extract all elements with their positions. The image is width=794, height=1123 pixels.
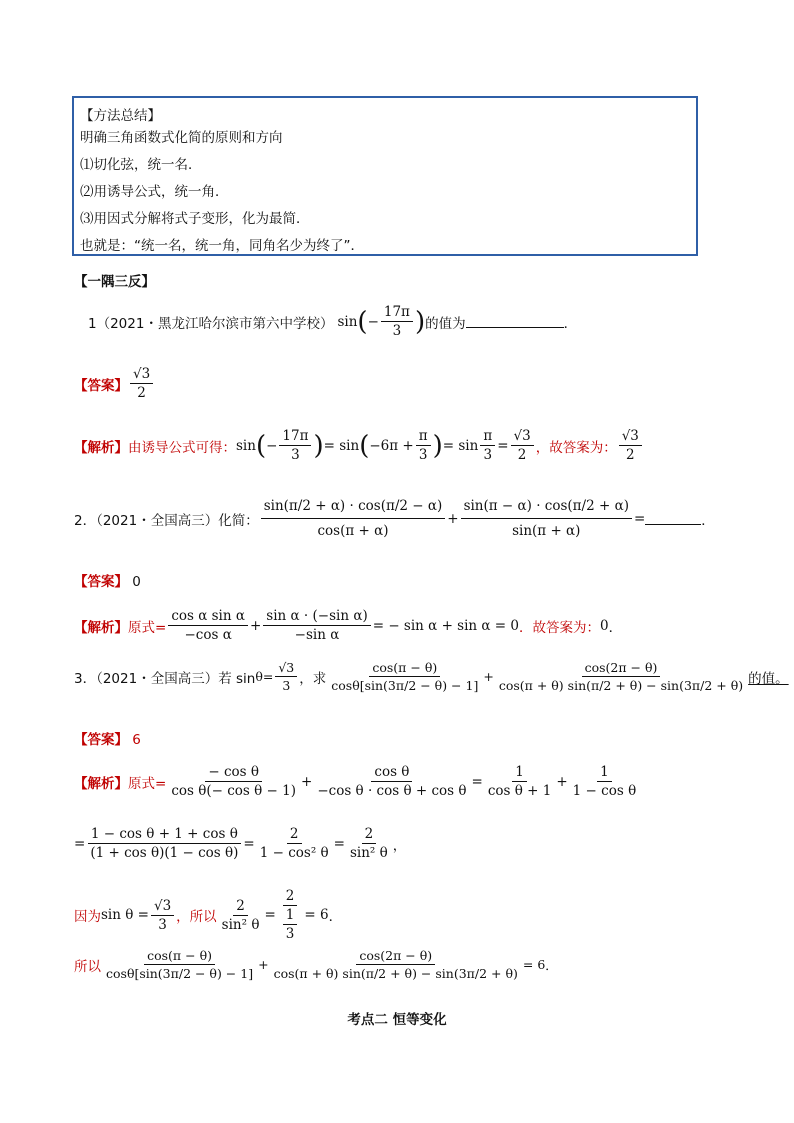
q3-answer-value: 6 (132, 732, 141, 748)
q1-paren-close: ) (414, 306, 426, 337)
q2-blank (645, 512, 701, 525)
q1-step1: = sin (323, 437, 360, 454)
q3-prefix: 3．（2021・全国高三）若 sin (74, 670, 256, 687)
q3-analysis-step1: 【解析】 原式= $\frac{\text{− cos θ}}{\text{cos θ(− cos θ − 1)}}$ + $\frac{\text{cos θ}}{\text{−cos θ · cos θ + cos θ}}$ = $\frac{1}{\text{cos θ + 1}}$ + $\frac{1}{\text{1 − cos θ}}$ (74, 764, 637, 799)
q1-prefix: 1（2021・黑龙江哈尔滨市第六中学校） (88, 315, 334, 332)
q1-paren-open: ( (357, 306, 368, 337)
q3-frac2: $\frac{\cos(2\pi - \theta)}{\cos(\pi + \theta) \sin(\pi/2 + \theta) - \sin(3\pi/2 + \theta)}$ (498, 660, 744, 693)
q1-analysis: 【解析】 由诱导公式可得： sin ( − $\frac{17\pi}{3}$ ) = sin ( −6π + $\frac{\pi}{3}$ ) = sin $\frac{\pi}{3}$ = $\frac{√3}{2}$ ，故答案为： $\frac{√3}{2}$ (74, 428, 644, 463)
q1-final-answer: $\frac{√3}{2}$ (619, 428, 642, 463)
q2-analysis: 【解析】 原式= $\frac{\text{cos α sin α}}{\text{−cos α}}$ + $\frac{\text{sin α · (−sin α)}}{\text{−sin α}}$ = − sin α + sin α = 0 ．故答案为： 0 ． (74, 608, 623, 643)
q1-answer (74, 366, 155, 401)
q3-frac1: $\frac{\cos(\pi - \theta)}{\cos\theta[\sin(3\pi/2 - \theta) - 1]}$ (331, 660, 479, 693)
method-box-line-4: ⑶用因式分解将式子变形，化为最简． (80, 211, 310, 227)
q1-answer-label: 【答案】 (74, 377, 128, 394)
q2-prefix: 2．（2021・全国高三）化简： (74, 512, 259, 529)
q2-analysis-label: 【解析】 (74, 619, 128, 636)
q1-end: ． (563, 315, 578, 332)
q1-eq-sin: = sin (442, 437, 479, 454)
method-box-title: 【方法总结】 (80, 108, 161, 124)
q1-a-frac: $\frac{17\pi}{3}$ (279, 428, 311, 463)
method-box-line-3: ⑵用诱导公式，统一角． (80, 184, 229, 200)
q3-analysis-final: 所以 $\frac{\cos(\pi - \theta)}{\cos\theta[\sin(3\pi/2 - \theta) - 1]}$ + $\frac{\cos(2\pi - \theta)}{\cos(\pi + \theta) \sin(\pi/2 + \theta) - \sin(3\pi/2 + \theta)}$ = 6 ． (74, 948, 558, 981)
q2-line: 2．（2021・全国高三）化简： $\frac{\sin(\pi/2 + \alpha) \cdot \cos(\pi/2 - \alpha)}{\cos(\pi + \alpha)}$ + $\frac{\sin(\pi - \alpha) \cdot \cos(\pi/2 + \alpha)}{\sin(\pi + \alpha)}$ = ． (74, 498, 715, 539)
q3-analysis-label: 【解析】 (74, 775, 128, 792)
q1-analysis-label: 【解析】 (74, 439, 128, 456)
section2-title: 考点二 恒等变化 (347, 1012, 447, 1028)
method-box-line-1: 明确三角函数式化简的原则和方向 (80, 130, 283, 146)
q2-frac1: $\frac{\sin(\pi/2 + \alpha) \cdot \cos(\pi/2 - \alpha)}{\cos(\pi + \alpha)}$ (261, 498, 446, 539)
q1-blank (466, 315, 564, 328)
q2-answer-value: 0 (132, 574, 141, 590)
q2-frac2: $\frac{\sin(\pi - \alpha) \cdot \cos(\pi/2 + \alpha)}{\sin(\pi + \alpha)}$ (461, 498, 632, 539)
q3-answer-label: 【答案】 (74, 732, 128, 748)
q1-conclusion: ，故答案为： (535, 439, 617, 456)
q2-answer (74, 570, 141, 590)
q3-answer (74, 728, 141, 748)
q1-fraction: $\frac{17\pi}{3}$ (381, 304, 413, 339)
q1-a-func: sin (236, 437, 256, 454)
q2-answer-label: 【答案】 (74, 574, 128, 590)
q1-answer-value: $\frac{√3}{2}$ (130, 366, 153, 401)
method-box-line-5: 也就是：“统一名，统一角，同角名少为终了”． (80, 238, 364, 254)
q1-suffix: 的值为 (425, 315, 466, 332)
q1-analysis-text: 由诱导公式可得： (128, 439, 236, 456)
q1-line (88, 304, 577, 339)
q3-analysis-step3: 因为 sin θ = $\frac{√3}{3}$ ，所以 $\frac{2}{\text{sin² θ}}$ = $\frac{2}{\frac{1}{3}}$ = 6 ． (74, 888, 343, 942)
q3-line: 3．（2021・全国高三）若 sin θ= $\frac{√3}{3}$ ，求 $\frac{\cos(\pi - \theta)}{\cos\theta[\sin(3\pi/2 - \theta) - 1]}$ + $\frac{\cos(2\pi - \theta)}{\cos(\pi + \theta) \sin(\pi/2 + \theta) - \sin(3\pi/2 + \theta)}$ 的值。 (74, 660, 789, 693)
section-title: 【一隅三反】 (74, 274, 155, 290)
method-box-line-2: ⑴切化弦，统一名． (80, 157, 202, 173)
q1-step1-inner: −6π + (369, 437, 414, 454)
q3-analysis-step2: = $\frac{\text{1 − cos θ + 1 + cos θ}}{\text{(1 + cos θ)(1 − cos θ)}}$ = $\frac{2}{\text{1 − cos² θ}}$ = $\frac{2}{\text{sin² θ}}$ ， (74, 826, 407, 861)
method-summary-box (72, 96, 698, 256)
q1-neg: − (367, 313, 379, 330)
q1-func: sin (337, 313, 358, 330)
